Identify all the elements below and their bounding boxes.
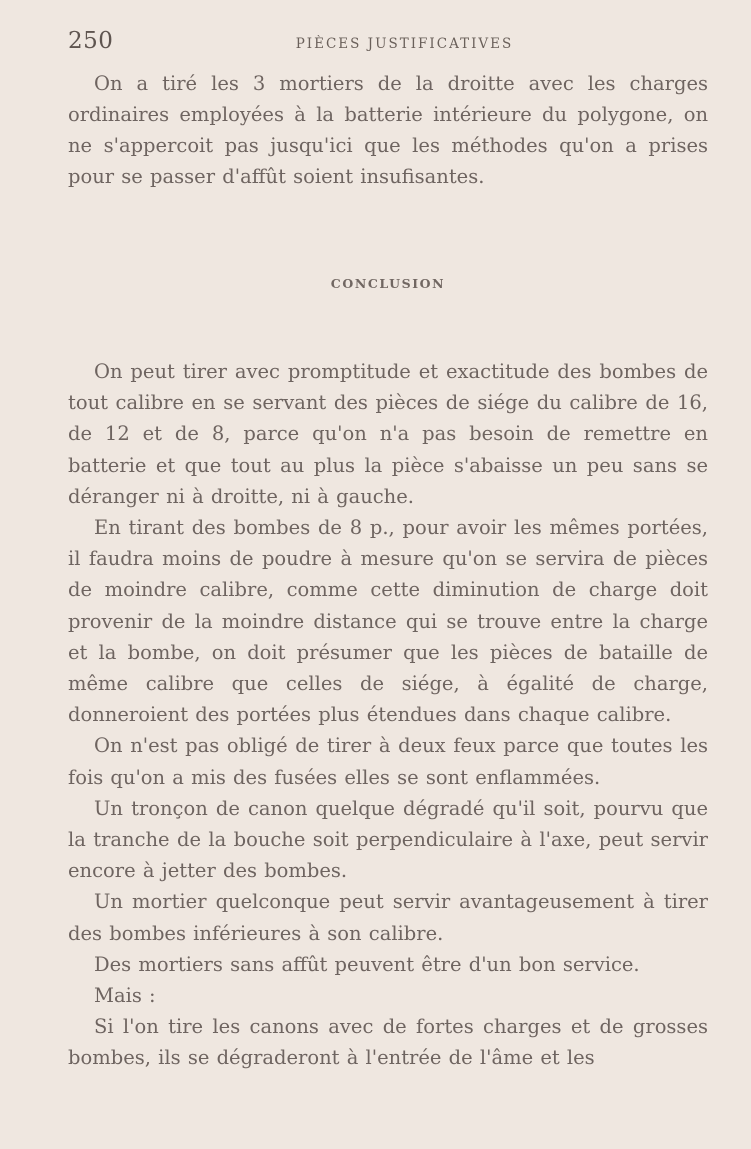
running-head: PIÈCES JUSTIFICATIVES — [295, 36, 514, 52]
paragraph: On n'est pas obligé de tirer à deux feux parce que toutes les fois qu'on a mis des fusées elles se sont enflammées. — [68, 734, 708, 789]
paragraph: Si l'on tire les canons avec de fortes charges et de grosses bombes, ils se dégraderont à l'entrée de l'âme et les — [68, 1015, 708, 1070]
paragraph: On peut tirer avec promptitude et exactitude des bombes de tout calibre en se servant des pièces de siége du calibre de 16, de 12 et de 8, parce qu'on n'a pas besoin de remettre en batterie et que tout au plus la pièce s'abaisse un peu sans se déranger ni à droitte, ni à gauche. — [68, 360, 708, 508]
paragraph: Un mortier quelconque peut servir avantageusement à tirer des bombes inférieures à son calibre. — [68, 890, 708, 945]
intro-paragraph: On a tiré les 3 mortiers de la droitte avec les charges ordinaires employées à la batterie intérieure du polygone, on ne s'appercoit pas jusqu'ici que les méthodes qu'on a prises pour se passer d'affût soient insufisantes. — [68, 72, 708, 188]
page-body — [68, 68, 708, 1074]
paragraph: En tirant des bombes de 8 p., pour avoir les mêmes portées, il faudra moins de poudre à mesure qu'on se servira de pièces de moindre calibre, comme cette diminution de charge doit provenir de la moindre distance qui se trouve entre la charge et la bombe, on doit présumer que les pièces de bataille de même calibre que celles de siége, à égalité de charge, donneroient des portées plus étendues dans chaque calibre. — [68, 516, 708, 727]
paragraph: Mais : — [94, 984, 156, 1008]
page-header — [68, 28, 711, 64]
page-number: 250 — [68, 28, 114, 54]
paragraph: Un tronçon de canon quelque dégradé qu'il soit, pourvu que la tranche de la bouche soit perpendiculaire à l'axe, peut servir encore à jetter des bombes. — [68, 796, 708, 883]
paragraph: Des mortiers sans affût peuvent être d'un bon service. — [94, 952, 640, 976]
section-title: CONCLUSION — [330, 276, 446, 291]
